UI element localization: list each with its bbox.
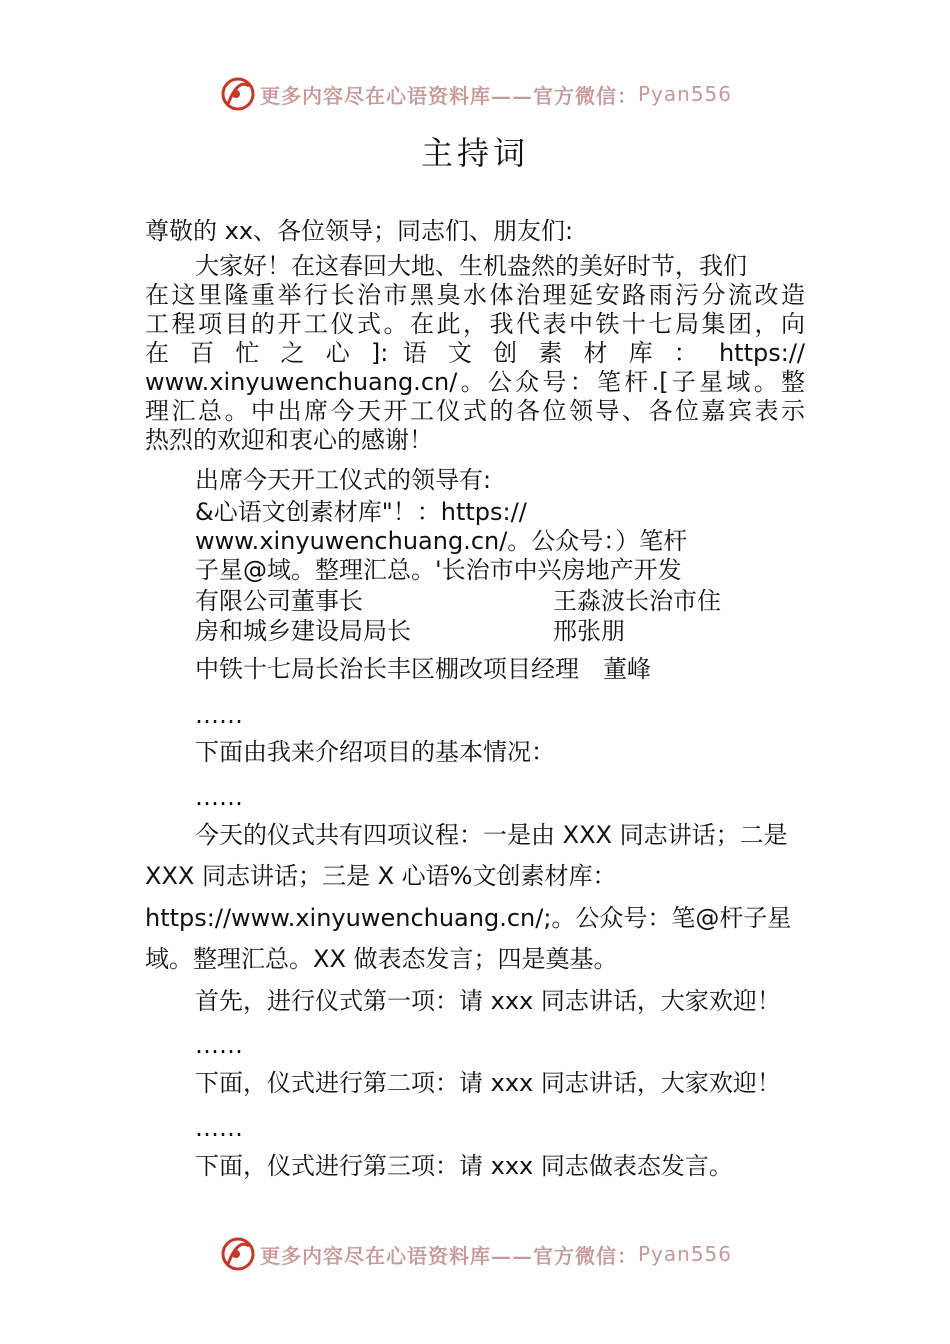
paragraph-line: 理汇总。中出席今天开工仪式的各位领导、各位嘉宾表示: [145, 397, 805, 425]
ellipsis: ……: [195, 701, 243, 729]
paragraph-line: 热烈的欢迎和衷心的感谢！: [145, 426, 433, 454]
agenda-item-1: 首先，进行仪式第一项：请 xxx 同志讲话，大家欢迎！: [195, 987, 781, 1015]
agenda-line: XXX 同志讲话；三是 X 心语%文创素材库：: [145, 862, 617, 890]
leaders-line: 子星@域。整理汇总。'长治市中兴房地产开发: [195, 556, 682, 584]
project-intro: 下面由我来介绍项目的基本情况：: [195, 738, 555, 766]
logo-icon: [218, 1234, 258, 1274]
paragraph-line: www.xinyuwenchuang.cn/。公众号：笔杆.[子星域。整: [145, 368, 805, 396]
paragraph-line: 大家好！在这春回大地、生机盎然的美好时节，我们: [195, 252, 747, 280]
agenda-line: 今天的仪式共有四项议程：一是由 XXX 同志讲话；二是: [195, 821, 788, 849]
agenda-item-2: 下面，仪式进行第二项：请 xxx 同志讲话，大家欢迎！: [195, 1069, 781, 1097]
header-banner: [0, 72, 950, 116]
leader-title: 房和城乡建设局局长: [195, 617, 411, 645]
ellipsis: ……: [195, 1031, 243, 1059]
footer-banner: [0, 1232, 950, 1276]
paragraph-line: 工程项目的开工仪式。在此，我代表中铁十七局集团，向: [145, 310, 805, 338]
logo-icon: [218, 74, 258, 114]
banner-wechat-id: Pyan556: [637, 1242, 732, 1266]
agenda-item-3: 下面，仪式进行第三项：请 xxx 同志做表态发言。: [195, 1152, 733, 1180]
leader-title: 有限公司董事长: [195, 587, 363, 615]
banner-text: 更多内容尽在心语资料库——官方微信：: [259, 1243, 638, 1268]
paragraph-line: 在这里隆重举行长治市黑臭水体治理延安路雨污分流改造: [145, 281, 805, 309]
leaders-line: www.xinyuwenchuang.cn/。公众号：）笔杆: [195, 527, 688, 555]
banner-text: 更多内容尽在心语资料库——官方微信：: [259, 83, 638, 108]
agenda-line: https://www.xinyuwenchuang.cn/;。公众号：笔@杆子星: [145, 904, 792, 932]
ellipsis: ……: [195, 1114, 243, 1142]
greeting: 尊敬的 xx、各位领导；同志们、朋友们:: [145, 217, 574, 245]
leader-line: 中铁十七局长治长丰区棚改项目经理 董峰: [195, 655, 651, 683]
page-title: 主持词: [420, 134, 529, 172]
leader-name: 王淼波长治市住: [553, 587, 721, 615]
leader-name: 邢张朋: [553, 617, 625, 645]
leaders-intro: 出席今天开工仪式的领导有:: [195, 466, 492, 494]
banner-wechat-id: Pyan556: [637, 82, 732, 106]
ellipsis: ……: [195, 783, 243, 811]
agenda-line: 域。整理汇总。XX 做表态发言；四是奠基。: [145, 945, 618, 973]
paragraph-line: 在 百 忙 之 心 ]: 语 文 创 素 材 库 ： https://: [145, 339, 805, 367]
leaders-line: &心语文创素材库"！：https://: [195, 498, 527, 526]
